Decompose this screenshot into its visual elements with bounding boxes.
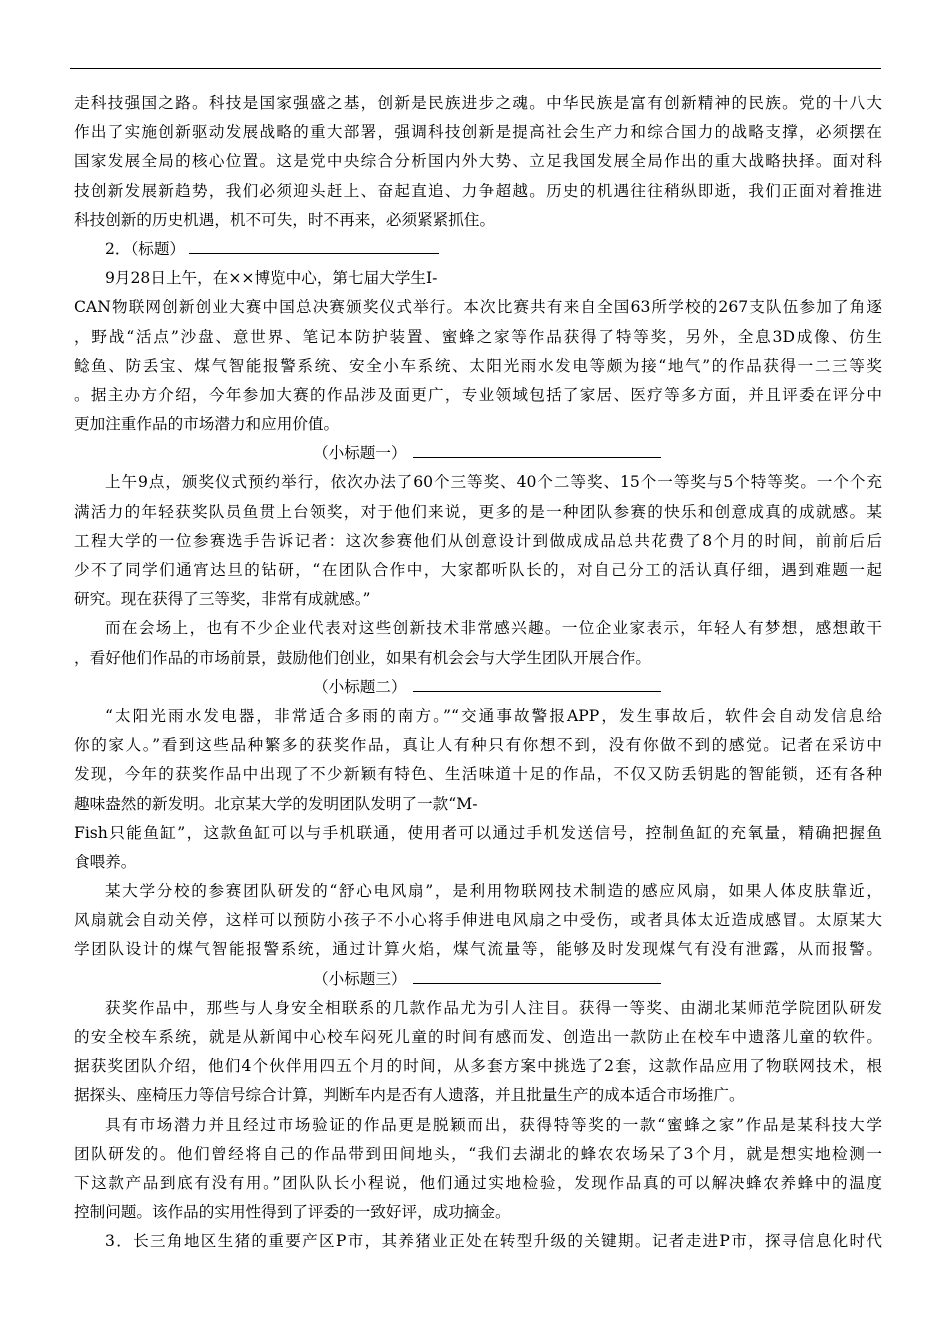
line-text: 。据主办方介绍，今年参加大赛的作品涉及面更广，专业领域包括了家居、医疗等多方面，并且评委在评分中 <box>74 385 882 404</box>
text-line <box>74 1140 882 1169</box>
answer-blank <box>413 440 661 458</box>
line-text: 走科技强国之路。科技是国家强盛之基，创新是民族进步之魂。中华民族是富有创新精神的民族。党的十八大 <box>74 94 882 112</box>
line-text: 学团队设计的煤气智能报警系统，通过计算火焰，煤气流量等，能够及时发现煤气有没有泄露，从而报警。 <box>74 940 882 959</box>
text-line <box>74 235 882 264</box>
text-line <box>74 1081 882 1110</box>
line-text: 鲶鱼、防丢宝、煤气智能报警系统、安全小车系统、太阳光雨水发电等颇为接“地气”的作品获得一二三等奖 <box>74 356 882 375</box>
text-line <box>74 644 882 673</box>
line-text: 获奖作品中，那些与人身安全相联系的几款作品尤为引人注目。获得一等奖、由湖北某师范学院团队研发 <box>105 998 882 1017</box>
line-text: ，看好他们作品的市场前景，鼓励他们创业，如果有机会会与大学生团队开展合作。 <box>74 648 651 667</box>
line-text: 科技创新的历史机遇，机不可失，时不再来，必须紧紧抓住。 <box>74 210 496 229</box>
text-line <box>74 906 882 935</box>
text-line <box>74 702 882 731</box>
line-text: CAN物联网创新创业大赛中国总决赛颁奖仪式举行。本次比赛共有来自全国63所学校的267支队伍参加了角逐 <box>74 298 882 317</box>
text-line <box>74 1111 882 1140</box>
text-line <box>74 614 882 643</box>
header-rule <box>70 68 881 69</box>
text-line <box>74 206 882 235</box>
answer-blank <box>189 236 439 254</box>
text-line <box>74 1198 882 1227</box>
answer-blank <box>413 674 661 692</box>
line-text: （小标题三） <box>313 969 407 988</box>
text-line <box>74 352 882 381</box>
answer-blank <box>413 966 661 984</box>
line-text: 技创新发展新趋势，我们必须迎头赶上、奋起直追、力争超越。历史的机遇往往稍纵即逝，我们正面对着推进 <box>74 181 882 200</box>
line-text: 3．长三角地区生猪的重要产区P市，其养猪业正处在转型升级的关键期。记者走进P市，探寻信息化时代 <box>105 1232 882 1251</box>
line-text: 作出了实施创新驱动发展战略的重大部署，强调科技创新是提高社会生产力和综合国力的战略支撑，必须摆在 <box>74 123 882 142</box>
text-line <box>74 439 882 468</box>
text-line <box>74 147 882 176</box>
line-text: （小标题二） <box>313 677 407 696</box>
line-text: 食喂养。 <box>74 852 137 871</box>
line-text: 某大学分校的参赛团队研发的“舒心电风扇”，是利用物联网技术制造的感应风扇，如果人体皮肤靠近， <box>105 882 882 901</box>
text-line <box>74 118 882 147</box>
line-text: （小标题一） <box>313 444 407 463</box>
text-line <box>74 293 882 322</box>
line-text: 国家发展全局的核心位置。这是党中央综合分析国内外大势、立足我国发展全局作出的重大战略抉择。面对科 <box>74 152 882 171</box>
line-text: 团队研发的。他们曾经将自己的作品带到田间地头，“我们去湖北的蜂农农场呆了3个月，就是想实地检测一 <box>74 1144 882 1163</box>
line-text: ，野战“活点”沙盘、意世界、笔记本防护装置、蜜蜂之家等作品获得了特等奖，另外，全息3D成像、仿生 <box>74 327 882 346</box>
line-text: 的安全校车系统，就是从新闻中心校车闷死儿童的时间有感而发、创造出一款防止在校车中遗落儿童的软件。 <box>74 1028 882 1046</box>
text-line <box>74 848 882 877</box>
text-line <box>74 877 882 906</box>
text-line <box>74 965 882 994</box>
line-text: 趣味盎然的新发明。北京某大学的发明团队发明了一款“M- <box>74 794 478 813</box>
text-line <box>74 410 882 439</box>
text-line <box>74 994 882 1023</box>
text-line <box>74 1227 882 1256</box>
document-body <box>74 89 882 1257</box>
text-line <box>74 585 882 614</box>
text-line <box>74 790 882 819</box>
text-line <box>74 1169 882 1198</box>
line-text: 据获奖团队介绍，他们4个伙伴用四五个月的时间，从多套方案中挑选了2套，这款作品应用了物联网技术，根 <box>74 1057 882 1076</box>
line-text: 更加注重作品的市场潜力和应用价值。 <box>74 415 340 434</box>
text-line <box>74 731 882 760</box>
text-line <box>74 1023 882 1052</box>
text-line <box>74 323 882 352</box>
line-text: 你的家人。”看到这些品种繁多的获奖作品，真让人有种只有你想不到，没有你做不到的感觉。记者在采访中 <box>74 736 882 755</box>
text-line <box>74 468 882 497</box>
line-text: 据探头、座椅压力等信号综合计算，判断车内是否有人遗落，并且批量生产的成本适合市场推广。 <box>74 1086 745 1105</box>
line-text: 上午9点，颁奖仪式预约举行，依次办法了60个三等奖、40个二等奖、15个一等奖与5个特等奖。一个个充 <box>105 473 882 492</box>
line-text: 下这款产品到底有没有用。”团队队长小程说，他们通过实地检验，发现作品真的可以解决蜂农养蜂中的温度 <box>74 1173 882 1192</box>
text-line <box>74 760 882 789</box>
line-text: 研究。现在获得了三等奖，非常有成就感。” <box>74 590 371 609</box>
line-text: 而在会场上，也有不少企业代表对这些创新技术非常感兴趣。一位企业家表示，年轻人有梦想，感想敢干 <box>105 619 882 638</box>
text-line <box>74 89 882 118</box>
line-text: 发现，今年的获奖作品中出现了不少新颖有特色、生活味道十足的作品，不仅又防丢钥匙的智能锁，还有各种 <box>74 765 882 784</box>
text-line <box>74 498 882 527</box>
line-text: 9月28日上午，在××博览中心，第七届大学生I- <box>105 269 438 288</box>
line-text: “太阳光雨水发电器，非常适合多雨的南方。”“交通事故警报APP，发生事故后，软件会自动发信息给 <box>105 706 882 725</box>
text-line <box>74 556 882 585</box>
line-text: 2．（标题） <box>105 239 186 258</box>
text-line <box>74 1052 882 1081</box>
text-line <box>74 935 882 964</box>
text-line <box>74 177 882 206</box>
line-text: 工程大学的一位参赛选手告诉记者：这次参赛他们从创意设计到做成成品总共花费了8个月的时间，前前后后 <box>74 531 882 550</box>
text-line <box>74 527 882 556</box>
text-line <box>74 381 882 410</box>
line-text: 风扇就会自动关停，这样可以预防小孩子不小心将手伸进电风扇之中受伤，或者具体太近造成感冒。太原某大 <box>74 911 882 930</box>
line-text: 控制问题。该作品的实用性得到了评委的一致好评，成功摘金。 <box>74 1203 511 1222</box>
text-line <box>74 819 882 848</box>
line-text: 满活力的年轻获奖队员鱼贯上台领奖，对于他们来说，更多的是一种团队参赛的快乐和创意成真的成就感。某 <box>74 502 882 521</box>
line-text: 少不了同学们通宵达旦的钻研，“在团队合作中，大家都听队长的，对自己分工的活认真仔细，遇到难题一起 <box>74 561 882 579</box>
line-text: Fish只能鱼缸”，这款鱼缸可以与手机联通，使用者可以通过手机发送信号，控制鱼缸的充氧量，精确把握鱼 <box>74 823 882 842</box>
text-line <box>74 673 882 702</box>
text-line <box>74 264 882 293</box>
line-text: 具有市场潜力并且经过市场验证的作品更是脱颖而出，获得特等奖的一款“蜜蜂之家”作品是某科技大学 <box>105 1115 882 1134</box>
